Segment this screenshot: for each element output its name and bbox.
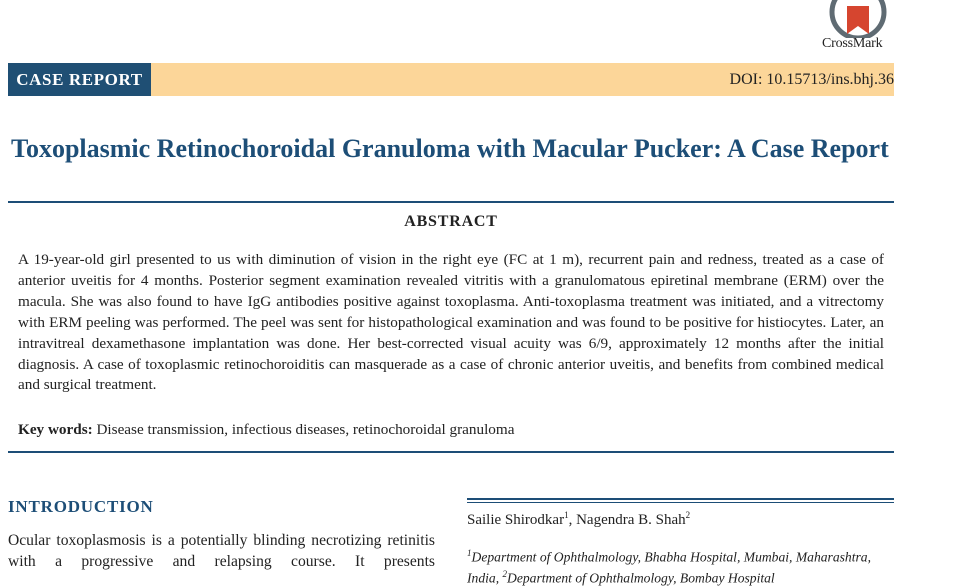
author-list: Sailie Shirodkar$^1$, Nagendra B. Shah$^2$ [467,510,691,528]
crossmark-icon [829,0,887,38]
affiliation-marker: 2 [502,569,507,580]
doi-text[interactable]: DOI: 10.15713/ins.bhj.36 [729,71,894,88]
keywords-text: Disease transmission, infectious diseases, retinochoroidal granuloma [96,421,515,438]
affiliation-2: Department of Ophthalmology, Bombay Hospital [507,570,775,586]
introduction-heading: INTRODUCTION [8,497,154,516]
crossmark-label: CrossMark [822,36,883,51]
author-box-rule-top [467,498,894,500]
author-name: Sailie Shirodkar [467,512,565,528]
article-type-tag: CASE REPORT [8,63,151,96]
author-name: Nagendra B. Shah [576,512,686,528]
affiliation-text [467,545,894,587]
keywords [18,421,514,439]
keywords-label: Key words: [18,421,93,438]
affiliation-marker: 1 [467,548,472,558]
abstract-text: A 19-year-old girl presented to us with diminution of vision in the right eye (FC at 1 m), recurrent pain and redness, treated as a case of anterior uveitis for 4 months. Posterior segment examination revealed vitritis with a granulomatous epiretinal membrane (ERM) over the macula. She was also found to have IgG antibodies positive against toxoplasma. Anti-toxoplasma treatment was initiated, and a vitrectomy with ERM peeling was performed. The peel was sent for histopathological examination and was found to be positive for histiocytes. Later, an intravitreal dexamethasone implantation was done. Her best-corrected visual acuity was 6/9, approximately 12 months after the initial diagnosis. A case of toxoplasmic retinochoroiditis can masquerade as a case of chronic anterior uveitis, and benefits from combined medical and surgical treatment. [18,251,884,394]
crossmark-logo[interactable] [820,0,894,54]
abstract-top-rule [8,201,894,203]
abstract-heading: ABSTRACT [404,213,498,230]
article-type-banner [8,63,894,96]
author-affiliation-marker: 1 [564,510,569,520]
author-affiliation-marker: 2 [685,510,691,520]
introduction-text: Ocular toxoplasmosis is a potentially blinding necrotizing retinitis with a progressive and relapsing course. It presents [8,532,435,570]
author-box-rule-inner [467,502,894,503]
article-title: Toxoplasmic Retinochoroidal Granuloma with Macular Pucker: A Case Report [11,134,889,163]
affiliation-1: Department of Ophthalmology, Bhabha Hospital, Mumbai, Maharashtra, India, [467,549,871,586]
abstract-bottom-rule [8,451,894,453]
